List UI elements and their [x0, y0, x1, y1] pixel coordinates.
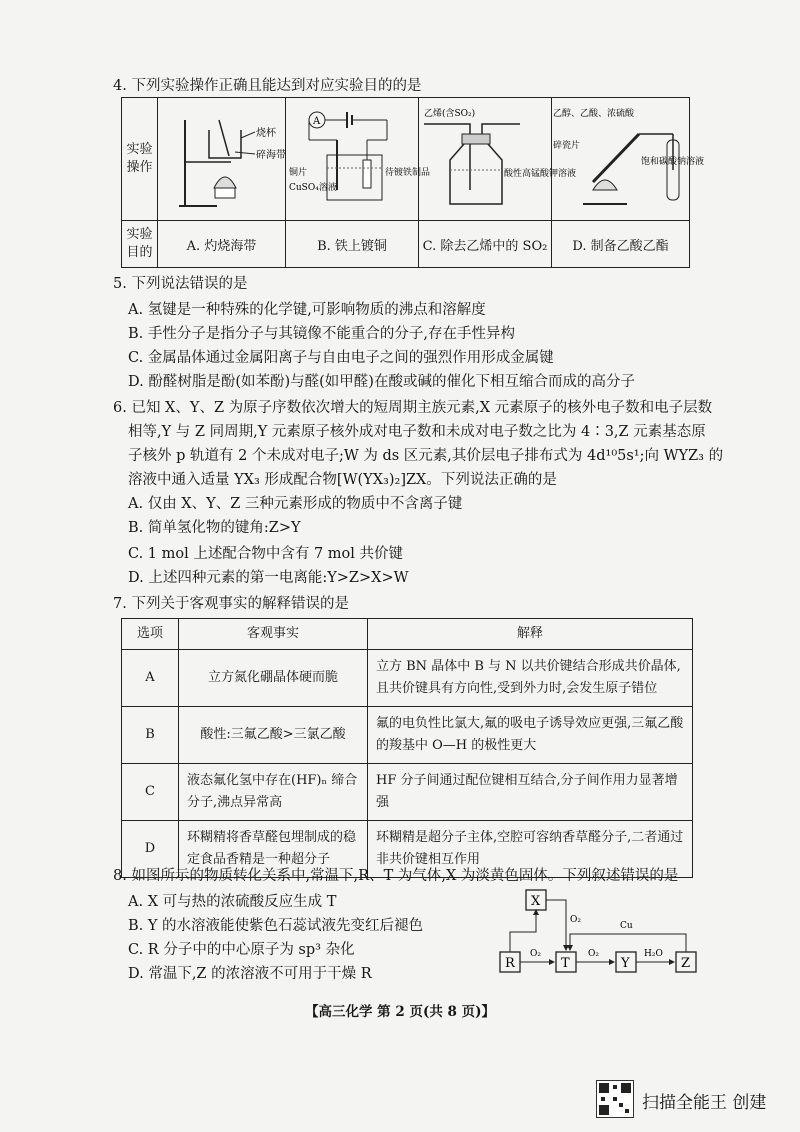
q8-conversion-diagram	[490, 882, 720, 982]
row-option: C	[122, 764, 179, 821]
row-explanation: 立方 BN 晶体中 B 与 N 以共价键结合形成共价晶体,且共价键具有方向性,受到外力时,会发生原子错位	[368, 650, 693, 707]
q6-option-a: A. 仅由 X、Y、Z 三种元素形成的物质中不含离子键	[128, 496, 463, 512]
q4-experiment-table	[121, 97, 705, 268]
q5-option-c: C. 金属晶体通过金属阳离子与自由电子之间的强烈作用形成金属键	[128, 350, 554, 366]
q6-stem-line-4: 溶液中通入适量 YX₃ 形成配合物[W(YX₃)₂]ZX。下列说法正确的是	[128, 472, 557, 488]
q5-option-b: B. 手性分子是指分子与其镜像不能重合的分子,存在手性异构	[128, 326, 515, 342]
q4-purpose-c: C. 除去乙烯中的 SO₂	[419, 221, 552, 268]
q6-stem-line-2: 相等,Y 与 Z 同周期,Y 元素原子核外成对电子数和未成对电子数之比为 4∶3,Z 元素基态原	[128, 424, 706, 440]
label-seaweed: 碎海带	[256, 149, 286, 161]
q4-purpose-a: A. 灼烧海带	[158, 221, 286, 268]
edge-t-y-label: O₂	[588, 949, 599, 959]
node-t-label: T	[561, 956, 570, 971]
qr-code-icon	[596, 1080, 634, 1118]
edge-z-t-label: Cu	[620, 921, 633, 931]
label-kmno4: 酸性高锰酸钾溶液	[504, 168, 577, 179]
q4-apparatus-b	[286, 98, 431, 221]
edge-y-z-label: H₂O	[644, 949, 663, 959]
label-chips: 碎瓷片	[553, 140, 581, 151]
q5-stem: 5. 下列说法错误的是	[113, 276, 248, 292]
label-beaker: 烧杯	[256, 127, 276, 139]
q8-option-a: A. X 可与热的浓硫酸反应生成 T	[128, 894, 337, 910]
q4-purpose-b: B. 铁上镀铜	[286, 221, 419, 268]
q4-row-head-operation: 实验 操作	[122, 98, 158, 221]
node-x-label: X	[531, 894, 541, 909]
scanner-label: 扫描全能王 创建	[642, 1093, 767, 1113]
row-explanation: HF 分子间通过配位键相互结合,分子间作用力显著增强	[368, 764, 693, 821]
q8-stem: 8. 如图所示的物质转化关系中,常温下,R、T 为气体,X 为淡黄色固体。下列叙述错误的是	[113, 868, 679, 884]
scanner-watermark	[596, 1080, 796, 1120]
row-fact: 环糊精将香草醛包埋制成的稳定食品香精是一种超分子	[179, 821, 368, 878]
table-row	[122, 764, 693, 821]
label-iron: 待镀铁制品	[385, 167, 431, 178]
row-option: B	[122, 707, 179, 764]
label-cuso4: CuSO₄溶液	[289, 182, 337, 193]
node-y-label: Y	[621, 956, 630, 971]
q6-stem-line-3: 子核外 p 轨道有 2 个未成对电子;W 为 ds 区元素,其价层电子排布式为 4d¹⁰5s¹;向 WYZ₃ 的	[128, 448, 724, 464]
q4-purpose-d: D. 制备乙酸乙酯	[552, 221, 690, 268]
q4-row-head-purpose: 实验 目的	[122, 221, 158, 268]
ester-preparation-apparatus-icon	[553, 100, 705, 215]
label-na2co3: 饱和碳酸钠溶液	[641, 156, 705, 167]
q8-option-b: B. Y 的水溶液能使紫色石蕊试液先变红后褪色	[128, 918, 424, 934]
table-row	[122, 650, 693, 707]
node-z-label: Z	[681, 956, 691, 971]
page-footer: 【高三化学 第 2 页(共 8 页)】	[304, 1004, 496, 1020]
row-fact: 液态氟化氢中存在(HF)ₙ 缔合分子,沸点异常高	[179, 764, 368, 821]
label-ethylene: 乙烯(含SO₂)	[424, 108, 476, 119]
q4-apparatus-d	[552, 98, 705, 221]
label-reagents: 乙醇、乙酸、浓硫酸	[553, 108, 635, 119]
row-explanation: 环糊精是超分子主体,空腔可容纳香草醛分子,二者通过非共价键相互作用	[368, 821, 693, 878]
burning-seaweed-apparatus-icon	[159, 100, 284, 215]
svg-text:A: A	[313, 115, 321, 127]
header-fact: 客观事实	[179, 619, 368, 650]
table-row	[122, 707, 693, 764]
table-header-row	[122, 619, 693, 650]
q8-option-d: D. 常温下,Z 的浓溶液不可用于干燥 R	[128, 966, 372, 982]
header-explanation: 解释	[368, 619, 693, 650]
q7-stem: 7. 下列关于客观事实的解释错误的是	[113, 596, 349, 612]
q6-stem-line-1: 6. 已知 X、Y、Z 为原子序数依次增大的短周期主族元素,X 元素原子的核外电子数和电子层数	[113, 400, 713, 416]
row-fact: 立方氮化硼晶体硬而脆	[179, 650, 368, 707]
q6-option-b: B. 简单氢化物的键角:Z>Y	[128, 520, 301, 536]
q5-option-d: D. 酚醛树脂是酚(如苯酚)与醛(如甲醛)在酸或碱的催化下相互缩合而成的高分子	[128, 374, 635, 390]
electroplating-apparatus-icon	[287, 100, 431, 215]
row-fact: 酸性:三氟乙酸>三氯乙酸	[179, 707, 368, 764]
q5-option-a: A. 氢键是一种特殊的化学键,可影响物质的沸点和溶解度	[128, 302, 486, 318]
header-option: 选项	[122, 619, 179, 650]
q6-option-d: D. 上述四种元素的第一电离能:Y>Z>X>W	[128, 570, 409, 586]
node-r-label: R	[505, 956, 515, 971]
row-option: D	[122, 821, 179, 878]
q4-stem: 4. 下列实验操作正确且能达到对应实验目的的是	[113, 78, 422, 94]
edge-x-t-label: O₂	[570, 915, 581, 925]
q4-apparatus-a	[158, 98, 286, 221]
row-option: A	[122, 650, 179, 707]
q7-explanation-table	[121, 618, 693, 878]
q6-option-c: C. 1 mol 上述配合物中含有 7 mol 共价键	[128, 546, 404, 562]
row-explanation: 氟的电负性比氯大,氟的吸电子诱导效应更强,三氟乙酸的羧基中 O—H 的极性更大	[368, 707, 693, 764]
edge-r-t-label: O₂	[530, 949, 541, 959]
q8-option-c: C. R 分子中的中心原子为 sp³ 杂化	[128, 942, 355, 958]
label-copper: 铜片	[289, 167, 308, 178]
